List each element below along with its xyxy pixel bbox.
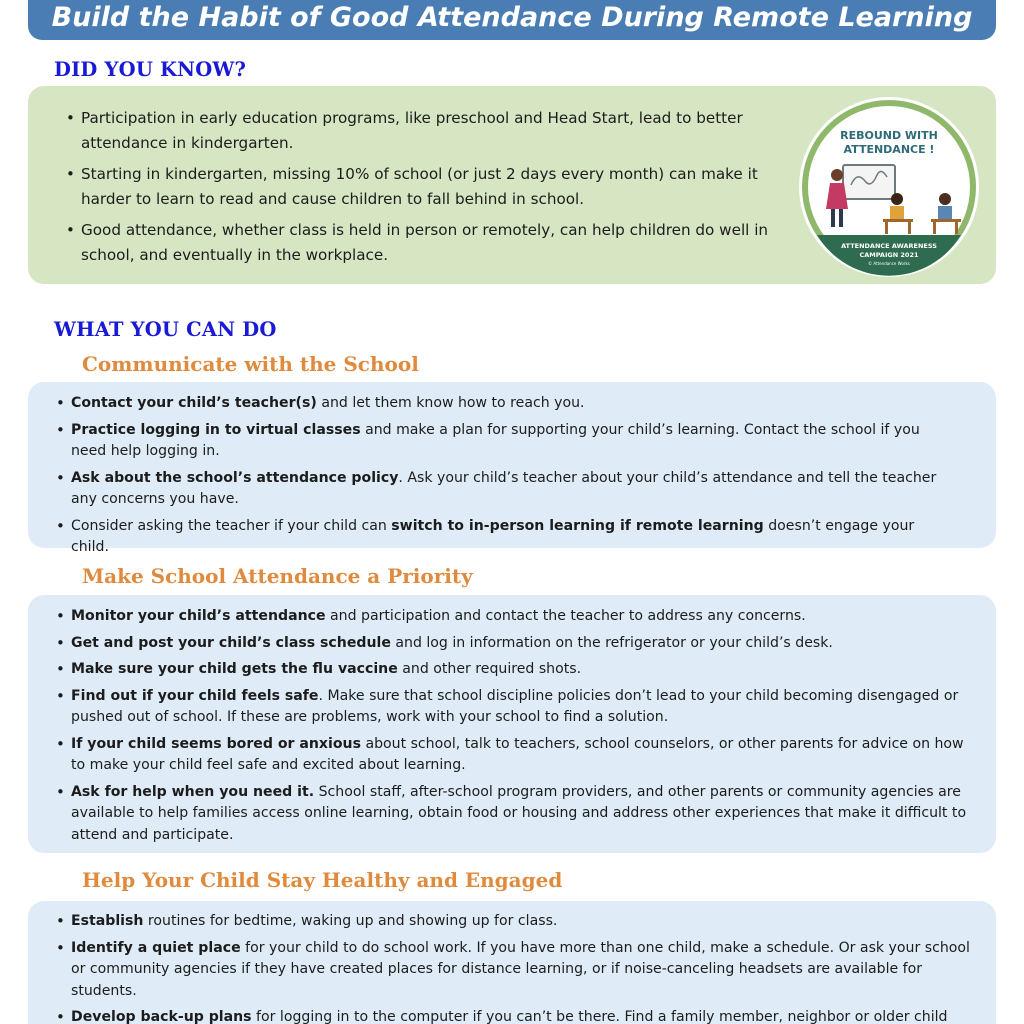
list-item: • Participation in early education programs, like preschool and Head Start, lead to better attendance in kindergarten. [66, 106, 786, 156]
communicate-list [56, 393, 946, 564]
badge-footer-line3: © Attendance Works [868, 261, 910, 266]
priority-list [56, 606, 971, 851]
list-item: • Identify a quiet place for your child to do school work. If you have more than one child, make a schedule. Or ask your school or community agencies if they have created places for distance learning, or if noise-canceling headsets are available for students. [56, 938, 971, 1003]
communicate-heading: Communicate with the School [82, 352, 419, 376]
list-item: • Consider asking the teacher if your child can switch to in-person learning if remote learning doesn’t engage your child. [56, 516, 946, 559]
healthy-list [56, 911, 971, 1024]
student-icon [939, 193, 951, 205]
did-you-know-heading: DID YOU KNOW? [54, 58, 247, 81]
badge-line2: ATTENDANCE ! [843, 143, 935, 156]
list-item: • Contact your child’s teacher(s) and let them know how to reach you. [56, 393, 946, 415]
rebound-badge-logo [797, 95, 981, 279]
priority-heading: Make School Attendance a Priority [82, 564, 473, 588]
badge-footer-line2: CAMPAIGN 2021 [859, 251, 919, 259]
list-item: • Practice logging in to virtual classes and make a plan for supporting your child’s learning. Contact the school if you need help logging in. [56, 420, 946, 463]
list-item: • Develop back-up plans for logging in to the computer if you can’t be there. Find a family member, neighbor or older child [56, 1007, 971, 1024]
list-item: • Monitor your child’s attendance and participation and contact the teacher to address any concerns. [56, 606, 971, 628]
badge-line1: REBOUND WITH [840, 129, 938, 142]
list-item: • Good attendance, whether class is held in person or remotely, can help children do well in school, and eventually in the workplace. [66, 218, 786, 268]
list-item: • If your child seems bored or anxious about school, talk to teachers, school counselors, or other parents for advice on how to make your child feel safe and excited about learning. [56, 734, 971, 777]
what-you-can-do-heading: WHAT YOU CAN DO [54, 318, 277, 341]
list-item: • Find out if your child feels safe. Make sure that school discipline policies don’t lead to your child becoming disengaged or pushed out of school. If these are problems, work with your school to find a solution. [56, 686, 971, 729]
healthy-heading: Help Your Child Stay Healthy and Engaged [82, 868, 563, 892]
page-title-banner [28, 0, 996, 40]
list-item: • Ask about the school’s attendance policy. Ask your child’s teacher about your child’s attendance and tell the teacher any concerns you have. [56, 468, 946, 511]
badge-footer-line1: ATTENDANCE AWARENESS [841, 242, 937, 250]
list-item: • Ask for help when you need it. School staff, after-school program providers, and other parents or community agencies are available to help families access online learning, obtain food or housing and address other experiences that make it difficult to attend and participate. [56, 782, 971, 847]
did-you-know-list [66, 106, 786, 274]
list-item: • Get and post your child’s class schedule and log in information on the refrigerator or your child’s desk. [56, 633, 971, 655]
teacher-icon [831, 169, 843, 181]
page-title: Build the Habit of Good Attendance During Remote Learning [51, 2, 973, 33]
list-item: • Make sure your child gets the flu vaccine and other required shots. [56, 659, 971, 681]
list-item: • Starting in kindergarten, missing 10% of school (or just 2 days every month) can make it harder to learn to read and cause children to fall behind in school. [66, 162, 786, 212]
whiteboard-icon [843, 165, 895, 199]
list-item: • Establish routines for bedtime, waking up and showing up for class. [56, 911, 971, 933]
student-icon [891, 193, 903, 205]
